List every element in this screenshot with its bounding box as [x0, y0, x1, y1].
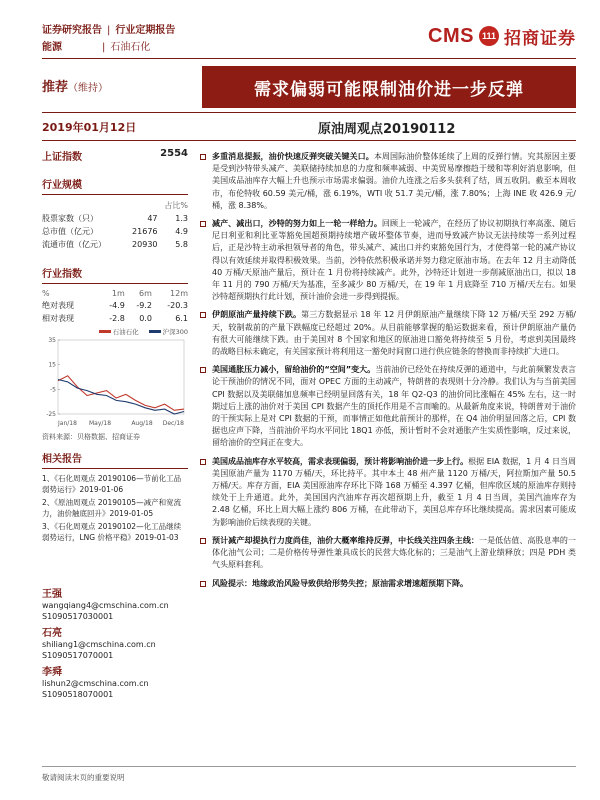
analyst-name: 李舜	[42, 667, 62, 678]
square-bullet-icon	[200, 221, 206, 227]
analyst-id: S1090517030001	[42, 612, 114, 621]
footer-note: 敬请阅读末页的重要说明	[42, 773, 125, 782]
table-row: 绝对表现 -4.9 -9.2 -20.3	[42, 301, 188, 310]
related-title: 相关报告	[42, 450, 188, 469]
company-logo	[428, 24, 576, 48]
analyst-id: S1090517070001	[42, 651, 114, 660]
x-tick-label: Dec/18	[162, 420, 184, 427]
rating-label: 推荐	[42, 80, 69, 95]
report-date: 2019年01月12日	[42, 121, 137, 134]
performance-chart	[42, 336, 188, 428]
y-tick-label: 15	[48, 361, 56, 369]
scale-unit: 占比%	[164, 201, 188, 210]
analyst	[42, 667, 188, 700]
paragraph-lead: 伊朗原油产量持续下跌。	[212, 310, 302, 320]
y-tick-label: -25	[46, 411, 56, 418]
analyst-email[interactable]: shiliang1@cmschina.com.cn	[42, 640, 156, 649]
report-category: 行业定期报告	[115, 25, 176, 36]
analyst-name: 王强	[42, 589, 62, 600]
performance-title: 行业指数	[42, 265, 188, 284]
related-report[interactable]: 1、《石化周观点 20190106—节前化工品弱势运行》2019-01-06	[42, 474, 182, 494]
square-bullet-icon	[200, 154, 206, 160]
performance-table: % 1m 6m 12m 绝对表现 -4.9 -9.2 -20.3 相对表现 -2.8 0.0 6.1	[42, 289, 188, 323]
legend-swatch	[149, 330, 161, 333]
logo-emblem-icon: 111	[479, 26, 499, 46]
plot-frame	[58, 340, 184, 414]
header-divider	[42, 58, 576, 59]
square-bullet-icon	[200, 459, 206, 465]
related-report[interactable]: 2、《原油周观点 20190105—减产和宽流力，油价触底回升》2019-01-05	[42, 498, 182, 518]
report-subtitle: 原油周观点20190112	[318, 122, 456, 137]
chart-legend	[42, 327, 188, 336]
paragraph-text: 本周国际油价整体延续了上周的反弹行情。究其原因主要是受到沙特带头减产、美联储持续加息的力度和频率减弱、中美贸易摩擦趋于缓和等利好消息影响，但美国成品油库存大幅上升也预示市场需求偏弱。油价九连涨之后多头获利了结，周五收阴。截至本周收市，布伦特收 60.59 美元/桶，涨 6.19%，WTI 收 51.7 美元/桶，涨 7.80%；上海 INE 收 426.9 元/桶，涨 8.38%。	[212, 152, 577, 210]
paragraph-text: 第三方数据显示 18 年 12 月伊朗原油产量继续下降 12 万桶/天至 292 万桶/天，较制裁前的产量下跌幅度已经超过 20%。从目前能够掌握的船运数据来看，预计伊朗原油产量仍有很大可能继续下跌。由于美国对 8 个国家和地区的原油进口豁免将持续至 5 月份，考虑到美国最终的战略目标未确定，有关国家预计将利用这一豁免时间窗口进行供应链条的替换而非持续扩大进口。	[212, 310, 576, 357]
paragraph-text: 当前油价已经处在持续反弹的通道中，与此前频繁发表言论干预油价的情况不同，面对 OPEC 方面的主动减产，特朗普的表现则十分冷静。我们认为与当前美国 CPI 数据以及美联储加息频率已经明显回落有关，18 年 Q2-Q3 的油价同比涨幅在 45% 左右，这一时期过后上涨的油价对于美国 CPI 数据产生的顶托作用是不言而喻的。从最新角度来说，特朗普对于油价的干预实际上是对 CPI 数据的干预，而事情正如他此前预计的那样，在 Q4 油价明显回落之后，CPI 数据也应声下降，当前油价平均水平同比 18Q1 亦低，预计暂时不会对通胀产生实质性影响，反过来说，留给油价的空间正在变大。	[212, 365, 577, 448]
related-report[interactable]: 3、《石化周观点 20190102—化工品继续弱势运行，LNG 价格平稳》2019-01-03	[42, 522, 182, 542]
paragraph-lead: 风险提示：地缘政治风险导致供给形势失控；原油需求增速超预期下降。	[212, 578, 468, 588]
table-row: 流通市值（亿元） 20930 5.8	[42, 240, 188, 249]
rating	[42, 76, 108, 95]
sidebar	[42, 148, 188, 700]
table-row: 总市值（亿元） 21676 4.9	[42, 227, 188, 236]
paragraph-lead: 预计减产却提执行力度尚佳，油价大概率维持反弹，中长线关注四条主线：	[212, 535, 479, 545]
analyst	[42, 589, 188, 622]
paragraph	[200, 535, 576, 572]
report-type: 证券研究报告	[42, 25, 102, 36]
series-line	[58, 380, 184, 415]
x-tick-label: Aug/18	[131, 420, 153, 427]
index-label: 上证指数	[42, 152, 82, 163]
square-bullet-icon	[200, 538, 206, 544]
industry-scale-title: 行业规模	[42, 176, 188, 195]
x-tick-label: May/18	[88, 420, 112, 427]
index-value: 2554	[160, 148, 188, 159]
square-bullet-icon	[200, 367, 206, 373]
footer-divider	[42, 766, 576, 767]
sector: 能源	[42, 42, 62, 53]
table-row: 相对表现 -2.8 0.0 6.1	[42, 314, 188, 323]
performance-unit: %	[42, 289, 50, 298]
paragraph	[200, 218, 576, 303]
rating-note: （维持）	[68, 83, 109, 94]
paragraph-lead: 多重消息提振，油价快速反弹突破关键关口。	[212, 152, 374, 161]
square-bullet-icon	[200, 312, 206, 318]
series-line	[58, 376, 184, 411]
legend-item: 石油石化	[99, 327, 139, 336]
analyst-email[interactable]: wangqiang4@cmschina.com.cn	[42, 601, 169, 610]
paragraph-lead: 美国通胀压力减小，留给油价的“空间”变大。	[212, 365, 376, 375]
y-tick-label: -5	[50, 386, 56, 394]
square-bullet-icon	[200, 581, 206, 587]
paragraph-text: 一是低估值、高股息率的一体化油气公司；二是价格传导弹性兼具成长的民营大炼化标的；三是油气上游业绩释放；四是 PDH 类气头原料套利。	[212, 535, 576, 570]
paragraph-lead: 美国成品油库存水平较高，需求表现偏弱，预计将影响油价进一步上行。	[212, 456, 469, 466]
logo-chinese: 招商证券	[504, 28, 576, 49]
x-tick-label: Jan/18	[58, 420, 77, 427]
y-tick-label: 35	[48, 337, 56, 344]
paragraph	[200, 151, 576, 212]
table-row: 股票家数（只） 47 1.3	[42, 214, 188, 223]
index-row	[42, 148, 188, 166]
paragraph	[200, 364, 576, 449]
paragraph-text: 回顾上一轮减产，在经历了协议初期执行率高涨、随后尼日利亚和利比亚等豁免国超预期持续增产破坏整体节奏，进而导致减产协议无法持续等一系列过程后，正是沙特主动承担领导者的角色，带头减产、减出口并约束豁免国行为，才使得第一轮的减产协议得以有效延续并取得积极效果。当前，沙特依然积极承诺并努力稳定原油市场。在去年 12 月主动降低 40 万桶/天原油产量后，预计在 1 月份将持续减产。此外，沙特还计划进一步削减原油出口，拟以 18 年 11 月的 790 万桶/天为基准，至多减少 80 万桶/天，在 19 年 1 月底降至 710 万桶/天左右。如果沙特超预期执行此计划，预计油价会进一步得到提振。	[212, 219, 577, 302]
analyst-id: S1090518070001	[42, 690, 114, 699]
report-title: 需求偏弱可能限制油价进一步反弹	[202, 66, 576, 108]
title-divider	[42, 112, 576, 113]
paragraph-text: 根据 EIA 数据，1 月 4 日当周美国原油产量为 1170 万桶/天，环比持平。其中本土 48 州产量 1120 万桶/天，阿拉斯加产量 50.5 万桶/天。库存方面，EIA 美国原油库存环比下降 168 万桶至 4.397 亿桶，但库欣区域的原油库存则持续处于上升通道。此外，美国国内汽油库存再次超预期上升，截至 1 月 4 日当周，美国汽油库存为 2.48 亿桶，环比上周大幅上涨约 806 万桶，在此带动下，美国总库存环比继续提高。需求因素可能成为影响油价后续表现的关键。	[212, 456, 577, 527]
paragraph	[200, 309, 576, 358]
report-body	[200, 151, 576, 596]
date-divider	[42, 140, 576, 141]
industry-scale-table	[42, 199, 188, 251]
analyst-email[interactable]: lishun2@cmschina.com.cn	[42, 679, 149, 688]
analyst	[42, 628, 188, 661]
paragraph	[200, 456, 576, 529]
paragraph	[200, 578, 576, 590]
report-header: 证券研究报告 | 行业定期报告 能源 | 石油石化	[42, 25, 176, 53]
logo-latin: CMS	[428, 24, 474, 47]
source-note: 资料来源：贝格数据、招商证券	[42, 433, 140, 441]
analyst-name: 石亮	[42, 628, 62, 639]
paragraph-lead: 减产、减出口，沙特的努力如上一轮一样给力。	[212, 219, 382, 229]
legend-item: 沪深300	[149, 327, 188, 336]
industry: 石油石化	[110, 42, 151, 53]
legend-swatch	[99, 330, 111, 333]
